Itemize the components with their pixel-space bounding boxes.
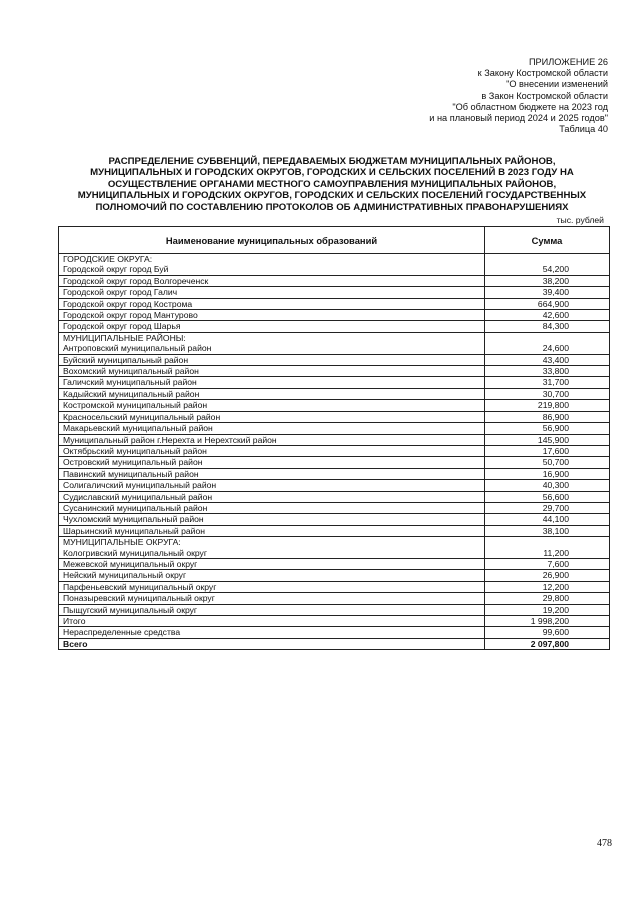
row-name: Сусанинский муниципальный район [59,502,485,513]
row-sum: 16,900 [485,468,610,479]
table-header-row [59,227,610,254]
table-row [59,343,610,354]
table-row [59,287,610,298]
row-sum: 86,900 [485,411,610,422]
row-sum: 31,700 [485,377,610,388]
row-name: Шарьинский муниципальный район [59,525,485,536]
table-row [59,411,610,422]
row-sum: 145,900 [485,434,610,445]
row-name: Вохомский муниципальный район [59,366,485,377]
table-row [59,480,610,491]
row-sum: 84,300 [485,321,610,332]
row-sum [485,332,610,343]
table-row [59,434,610,445]
table-row [59,264,610,275]
table-row [59,423,610,434]
row-name: Антроповский муниципальный район [59,343,485,354]
row-sum [485,537,610,548]
header-line: и на плановый период 2024 и 2025 годов" [429,113,608,124]
column-header-name: Наименование муниципальных образований [59,227,485,254]
table-row [59,593,610,604]
row-sum: 43,400 [485,354,610,365]
section-row [59,254,610,265]
row-name: Городской округ город Мантурово [59,310,485,321]
row-sum: 56,900 [485,423,610,434]
header-line: в Закон Костромской области [481,90,608,101]
unit-label: тыс. рублей [556,215,604,225]
title-line: РАСПРЕДЕЛЕНИЕ СУБВЕНЦИЙ, ПЕРЕДАВАЕМЫХ БЮДЖЕТАМ МУНИЦИПАЛЬНЫХ РАЙОНОВ, [108,156,556,167]
row-sum: 29,800 [485,593,610,604]
table-row [59,366,610,377]
row-name: Муниципальный район г.Нерехта и Нерехтский район [59,434,485,445]
row-sum: 26,900 [485,570,610,581]
table-row [59,548,610,559]
subventions-table [58,226,610,650]
header-line: ПРИЛОЖЕНИЕ 26 [528,57,608,67]
row-sum: 1 998,200 [485,616,610,627]
table-number: Таблица 40 [559,124,608,135]
row-name: Итого [59,616,485,627]
row-name: Макарьевский муниципальный район [59,423,485,434]
row-sum: 11,200 [485,548,610,559]
row-sum: 56,600 [485,491,610,502]
table-row [59,388,610,399]
row-sum: 42,600 [485,310,610,321]
title-line: ПОЛНОМОЧИЙ ПО СОСТАВЛЕНИЮ ПРОТОКОЛОВ ОБ АДМИНИСТРАТИВНЫХ ПРАВОНАРУШЕНИЯХ [95,201,569,213]
column-header-sum: Сумма [485,227,610,254]
row-name: Городской округ город Волгореченск [59,275,485,286]
table-row [59,457,610,468]
row-name: Островский муниципальный район [59,457,485,468]
row-sum: 12,200 [485,581,610,592]
section-row [59,537,610,548]
row-name: Кологривский муниципальный округ [59,548,485,559]
row-name: Нераспределенные средства [59,627,485,638]
row-name: Буйский муниципальный район [59,354,485,365]
row-name: Всего [59,638,485,649]
table-row [59,604,610,615]
table-row [59,581,610,592]
row-sum: 33,800 [485,366,610,377]
row-name: Галичский муниципальный район [59,377,485,388]
table-row [59,310,610,321]
table-row [59,491,610,502]
title-line: МУНИЦИПАЛЬНЫХ И ГОРОДСКИХ ОКРУГОВ, ГОРОДСКИХ И СЕЛЬСКИХ ПОСЕЛЕНИЙ ГОСУДАРСТВЕННЫХ [77,190,587,202]
row-name: Парфеньевский муниципальный округ [59,581,485,592]
table-row [59,525,610,536]
table-row [59,298,610,309]
row-sum: 38,100 [485,525,610,536]
table-row [59,377,610,388]
row-sum: 29,700 [485,502,610,513]
row-sum: 2 097,800 [485,638,610,649]
row-name: Городской округ город Галич [59,287,485,298]
row-name: ГОРОДСКИЕ ОКРУГА: [59,254,485,265]
row-name: Межевской муниципальный округ [59,558,485,569]
row-sum: 24,600 [485,343,610,354]
row-sum: 40,300 [485,480,610,491]
table-row [59,558,610,569]
table-row [59,468,610,479]
table-row [59,445,610,456]
row-name: Октябрьский муниципальный район [59,445,485,456]
table-row [59,502,610,513]
row-name: Пыщугский муниципальный округ [59,604,485,615]
row-sum: 54,200 [485,264,610,275]
row-name: Судиславский муниципальный район [59,491,485,502]
header-line: "Об областном бюджете на 2023 год [452,101,608,112]
page-number: 478 [597,838,612,849]
row-name: Поназыревский муниципальный округ [59,593,485,604]
total-row [59,638,610,649]
row-sum [485,254,610,265]
row-name: Костромской муниципальный район [59,400,485,411]
row-sum: 50,700 [485,457,610,468]
row-name: Кадыйский муниципальный район [59,388,485,399]
row-name: Нейский муниципальный округ [59,570,485,581]
table-row [59,400,610,411]
row-name: Городской округ город Шарья [59,321,485,332]
row-name: Солигаличский муниципальный район [59,480,485,491]
table-row [59,275,610,286]
row-sum: 38,200 [485,275,610,286]
row-name: Чухломский муниципальный район [59,514,485,525]
row-sum: 39,400 [485,287,610,298]
header-line: к Закону Костромской области [477,68,608,79]
document-title [56,156,608,213]
table-row [59,570,610,581]
row-sum: 219,800 [485,400,610,411]
row-name: Городской округ город Буй [59,264,485,275]
table-row [59,354,610,365]
table-row [59,627,610,638]
row-sum: 664,900 [485,298,610,309]
row-name: МУНИЦИПАЛЬНЫЕ РАЙОНЫ: [59,332,485,343]
table-row [59,514,610,525]
row-name: Городской округ город Кострома [59,298,485,309]
row-sum: 17,600 [485,445,610,456]
table-row [59,321,610,332]
section-row [59,332,610,343]
row-name: Павинский муниципальный район [59,468,485,479]
table-row [59,616,610,627]
row-sum: 30,700 [485,388,610,399]
title-line: МУНИЦИПАЛЬНЫХ И ГОРОДСКИХ ОКРУГОВ, ГОРОДСКИХ И СЕЛЬСКИХ ПОСЕЛЕНИЙ В 2023 ГОДУ НА [90,167,574,179]
row-name: МУНИЦИПАЛЬНЫЕ ОКРУГА: [59,537,485,548]
title-line: ОСУЩЕСТВЛЕНИЕ ОРГАНАМИ МЕСТНОГО САМОУПРАВЛЕНИЯ МУНИЦИПАЛЬНЫХ РАЙОНОВ, [107,178,557,190]
row-sum: 44,100 [485,514,610,525]
table-body [59,254,610,650]
appendix-header [429,57,608,135]
row-name: Красносельский муниципальный район [59,411,485,422]
row-sum: 7,600 [485,558,610,569]
header-line: "О внесении изменений [506,79,608,90]
row-sum: 19,200 [485,604,610,615]
row-sum: 99,600 [485,627,610,638]
